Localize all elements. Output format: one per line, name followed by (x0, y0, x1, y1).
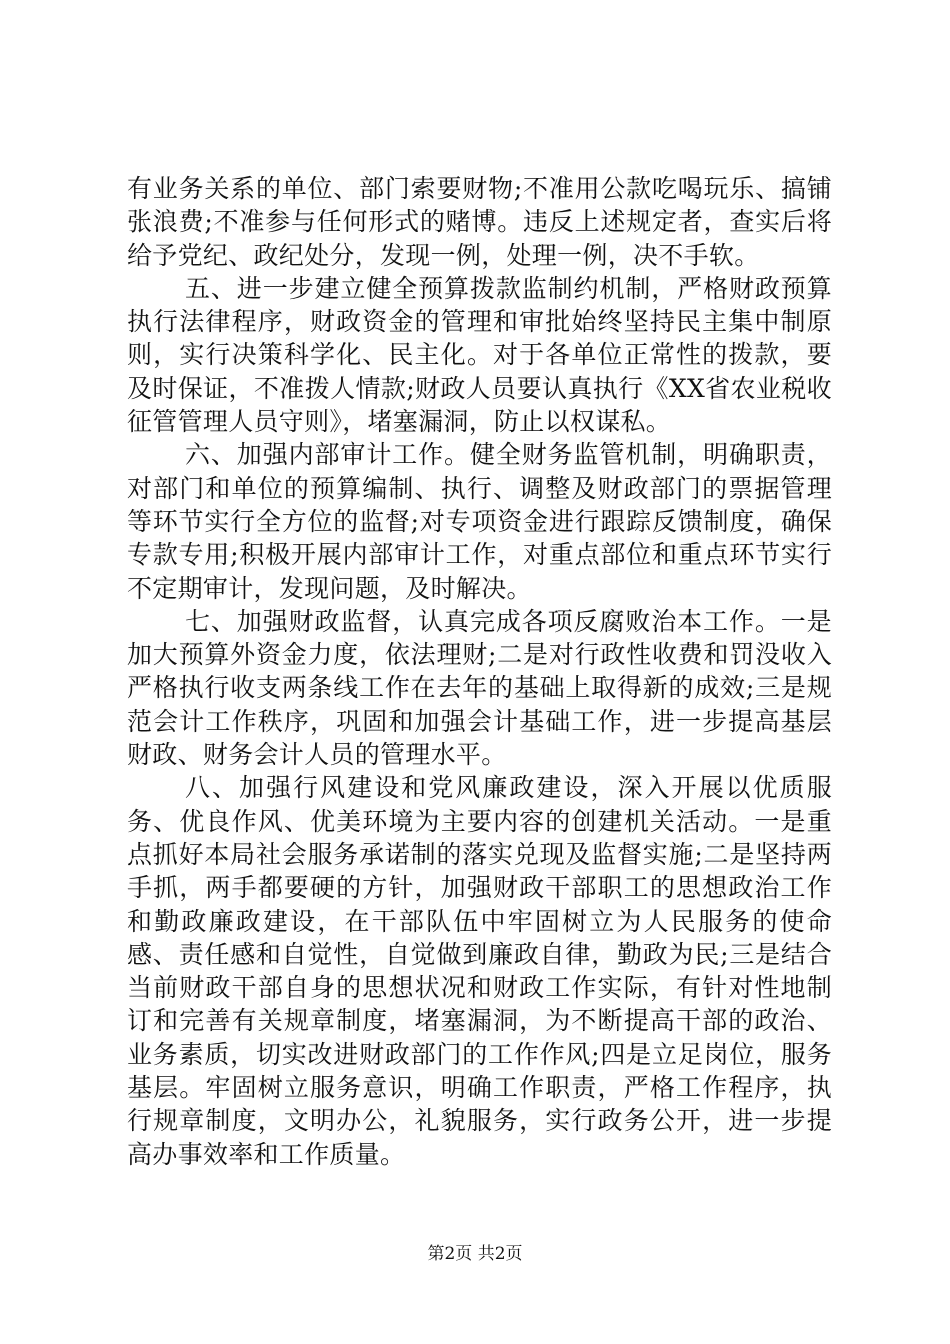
paragraph-item-7: 七、加强财政监督，认真完成各项反腐败治本工作。一是加大预算外资金力度，依法理财;二是对行政性收费和罚没收入严格执行收支两条线工作在去年的基础上取得新的成效;三是规范会计工作秩序，巩固和加强会计基础工作，进一步提高基层财政、财务会计人员的管理水平。 (127, 606, 832, 770)
paragraph-item-5: 五、进一步建立健全预算拨款监制约机制，严格财政预算执行法律程序，财政资金的管理和审批始终坚持民主集中制原则，实行决策科学化、民主化。对于各单位正常性的拨款，要及时保证，不准拨人情款;财政人员要认真执行《XX省农业税收征管管理人员守则》，堵塞漏洞，防止以权谋私。 (127, 273, 832, 437)
paragraph-item-6: 六、加强内部审计工作。健全财务监管机制，明确职责，对部门和单位的预算编制、执行、调整及财政部门的票据管理等环节实行全方位的监督;对专项资金进行跟踪反馈制度，确保专款专用;积极开展内部审计工作，对重点部位和重点环节实行不定期审计，发现问题，及时解决。 (127, 440, 832, 603)
page-footer (0, 1243, 950, 1265)
page-number-label: 第2页 共2页 (427, 1244, 523, 1264)
paragraph-continuation: 有业务关系的单位、部门索要财物;不准用公款吃喝玩乐、搞铺张浪费;不准参与任何形式的赌博。违反上述规定者，查实后将给予党纪、政纪处分，发现一例，处理一例，决不手软。 (127, 174, 832, 270)
document-body (127, 172, 832, 1171)
paragraph-item-8: 八、加强行风建设和党风廉政建设，深入开展以优质服务、优良作风、优美环境为主要内容的创建机关活动。一是重点抓好本局社会服务承诺制的落实兑现及监督实施;二是坚持两手抓，两手都要硬的方针，加强财政干部职工的思想政治工作和勤政廉政建设，在干部队伍中牢固树立为人民服务的使命感、责任感和自觉性，自觉做到廉政自律，勤政为民;三是结合当前财政干部自身的思想状况和财政工作实际，有针对性地制订和完善有关规章制度，堵塞漏洞，为不断提高干部的政治、业务素质，切实改进财政部门的工作作风;四是立足岗位，服务基层。牢固树立服务意识，明确工作职责，严格工作程序，执行规章制度，文明办公，礼貌服务，实行政务公开，进一步提高办事效率和工作质量。 (127, 773, 832, 1169)
